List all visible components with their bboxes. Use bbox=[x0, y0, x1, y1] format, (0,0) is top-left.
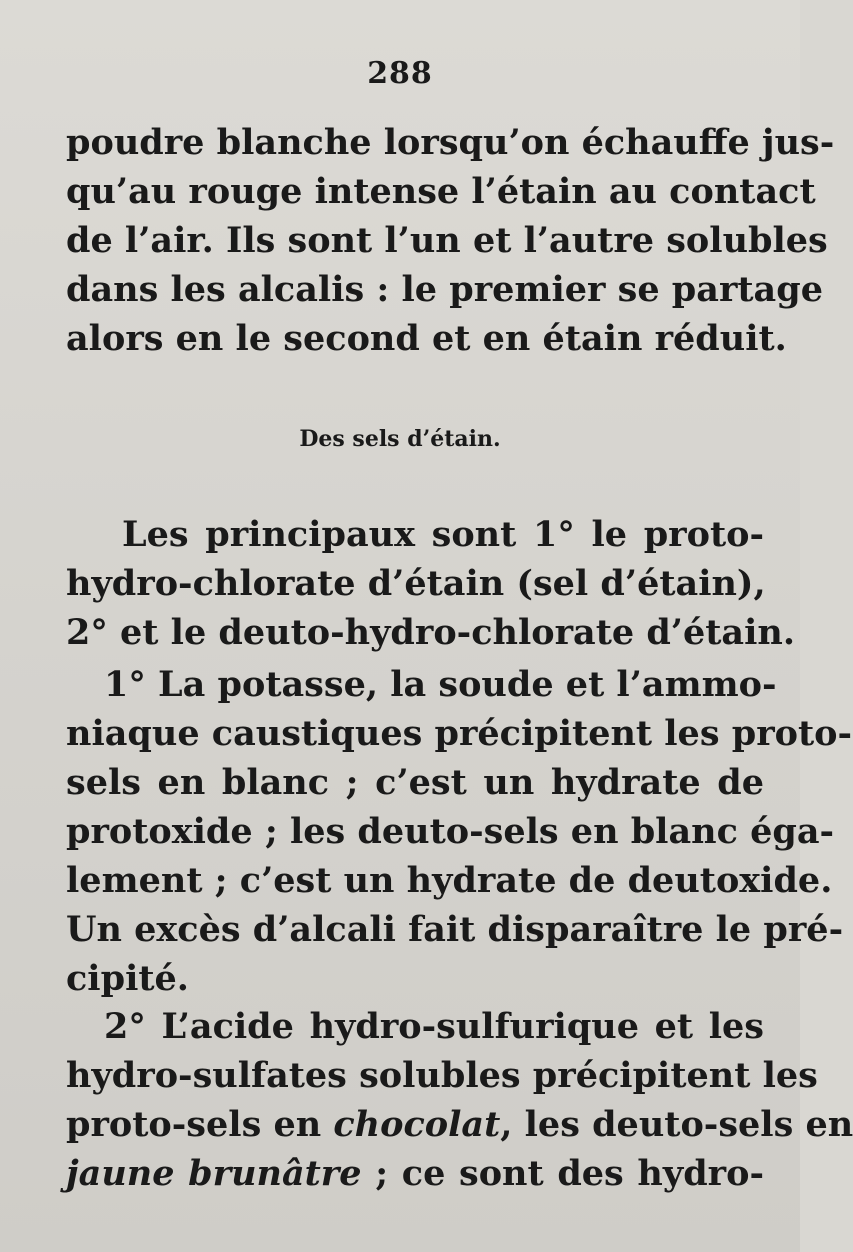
text-line: lement ; c’est un hydrate de deutoxide. bbox=[66, 860, 833, 901]
section-heading: Des sels d’étain. bbox=[299, 426, 501, 452]
text-line: dans les alcalis : le premier se partage bbox=[66, 269, 823, 310]
text-line: hydro-chlorate d’étain (sel d’étain), bbox=[66, 563, 766, 604]
text-line: 1° La potasse, la soude et l’ammo- bbox=[104, 664, 777, 705]
italic-term: chocolat bbox=[333, 1104, 501, 1145]
page-number: 288 bbox=[367, 56, 433, 91]
text-line: hydro-sulfates solubles précipitent les bbox=[66, 1055, 818, 1096]
text-line: niaque caustiques précipitent les proto- bbox=[66, 713, 853, 754]
text-line: 2° et le deuto-hydro-chlorate d’étain. bbox=[66, 612, 796, 653]
text-line: 2° L’acide hydro-sulfurique et les bbox=[104, 1006, 764, 1047]
text-line: Les principaux sont 1° le proto- bbox=[122, 514, 764, 555]
intro-paragraph bbox=[66, 118, 835, 363]
text-line-mixed bbox=[66, 1149, 764, 1198]
text-line: Un excès d’alcali fait disparaître le pré- bbox=[66, 909, 844, 950]
text-segment: , les deuto-sels en bbox=[500, 1104, 853, 1145]
paragraph-principaux bbox=[66, 510, 796, 657]
text-line: protoxide ; les deuto-sels en blanc éga- bbox=[66, 811, 835, 852]
text-line: alors en le second et en étain réduit. bbox=[66, 318, 787, 359]
text-line: sels en blanc ; c’est un hydrate de bbox=[66, 762, 764, 803]
italic-term: jaune brunâtre bbox=[66, 1153, 362, 1194]
text-segment: ; ce sont des hydro- bbox=[361, 1153, 764, 1194]
text-line: cipité. bbox=[66, 958, 189, 999]
text-line: qu’au rouge intense l’étain au contact bbox=[66, 171, 816, 212]
text-line-mixed bbox=[66, 1100, 853, 1149]
text-line: poudre blanche lorsqu’on échauffe jus- bbox=[66, 122, 835, 163]
text-line: de l’air. Ils sont l’un et l’autre solubles bbox=[66, 220, 828, 261]
paragraph-potasse bbox=[66, 660, 853, 1003]
text-segment: proto-sels en bbox=[66, 1104, 334, 1145]
paragraph-acide bbox=[66, 1002, 853, 1198]
